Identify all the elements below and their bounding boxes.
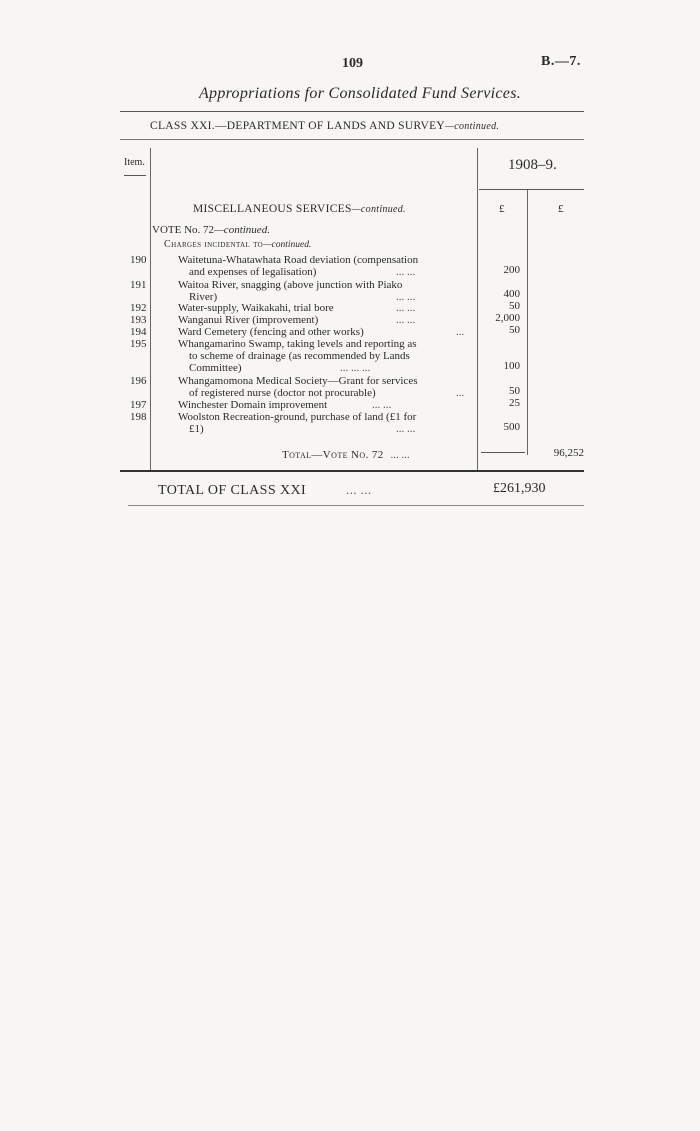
item-number: 196 (130, 375, 147, 387)
item-column-header: Item. (124, 157, 145, 168)
item-number: 190 (130, 254, 147, 266)
item-amount: 50 (509, 324, 520, 336)
charges-heading-continued: —continued. (263, 240, 312, 250)
item-number: 198 (130, 411, 147, 423)
rule-above-class-total (120, 470, 584, 472)
leader-dots: ... ... (396, 302, 416, 314)
item-amount: 50 (509, 385, 520, 397)
vote-heading (152, 224, 270, 236)
item-amount: 200 (503, 264, 520, 276)
leader-dots: ... ... (396, 266, 416, 278)
vote-total-amount: 96,252 (553, 447, 584, 459)
leader-dots: ... ... (396, 314, 416, 326)
class-total-amount: £261,930 (493, 481, 546, 496)
item-description-continued: to scheme of drainage (as recommended by Lands (189, 350, 410, 362)
item-amount: 500 (503, 421, 520, 433)
vote-heading-main: VOTE No. 72 (152, 224, 215, 236)
charges-heading (164, 239, 311, 250)
rule-bottom (128, 505, 584, 506)
item-amount: 2,000 (495, 312, 520, 324)
section-title-main: MISCELLANEOUS SERVICES (193, 203, 352, 215)
item-description: Woolston Recreation-ground, purchase of land (£1 for (178, 411, 417, 423)
section-title (193, 203, 406, 215)
leader-dots: ... ... (372, 399, 392, 411)
item-number: 194 (130, 326, 147, 338)
year-column-header: 1908–9. (508, 157, 557, 173)
document-code: B.—7. (541, 54, 581, 69)
item-description-continued: of registered nurse (doctor not procurable) (189, 387, 376, 399)
item-description-continued: £1) (189, 423, 204, 435)
item-number: 195 (130, 338, 147, 350)
leader-dots: ... (456, 387, 465, 399)
vote-total-label (282, 449, 410, 461)
item-number: 193 (130, 314, 147, 326)
item-description: Water-supply, Waikakahi, trial bore (178, 302, 334, 314)
item-description: Whangamarino Swamp, taking levels and reporting as (178, 338, 417, 350)
rule-under-year (479, 189, 584, 190)
item-number: 191 (130, 279, 147, 291)
item-amount: 25 (509, 397, 520, 409)
leader-dots: ... ... (345, 482, 372, 497)
leader-dots: ... ... ... (340, 362, 371, 374)
leader-dots: ... ... (390, 449, 410, 461)
item-amount: 50 (509, 300, 520, 312)
item-amount: 400 (503, 288, 520, 300)
page-number: 109 (342, 56, 363, 71)
leader-dots: ... ... (396, 423, 416, 435)
vote-heading-continued: —continued. (214, 224, 270, 236)
item-description: Ward Cemetery (fencing and other works) (178, 326, 364, 338)
leader-dots: ... ... (396, 291, 416, 303)
leader-dots: ... (456, 326, 465, 338)
item-description: Waitoa River, snagging (above junction with Piako (178, 279, 403, 291)
vote-total-text: Total—Vote No. 72 (282, 449, 384, 461)
class-total-label (158, 482, 372, 499)
item-description: Whangamomona Medical Society—Grant for services (178, 375, 418, 387)
rule-under-class (120, 139, 584, 140)
item-description-continued: and expenses of legalisation) (189, 266, 317, 278)
charges-heading-main: Charges incidental to (164, 239, 264, 250)
item-number: 197 (130, 399, 147, 411)
section-title-continued: —continued. (351, 204, 406, 215)
class-title-continued: —continued. (445, 121, 500, 132)
item-description: Wanganui River (improvement) (178, 314, 319, 326)
item-description-continued: River) (189, 291, 218, 303)
column-divider-pounds (527, 190, 528, 455)
page-heading: Appropriations for Consolidated Fund Services. (198, 85, 522, 102)
item-description: Winchester Domain improvement (178, 399, 328, 411)
column-divider-item (150, 148, 151, 470)
rule-under-item-header (124, 175, 146, 176)
rule-above-vote-total (481, 452, 525, 453)
currency-symbol-2: £ (558, 203, 564, 215)
item-description: Waitetuna-Whatawhata Road deviation (compensation (178, 254, 419, 266)
class-title-main: CLASS XXI.—DEPARTMENT OF LANDS AND SURVEY (150, 120, 446, 132)
currency-symbol-1: £ (499, 203, 505, 215)
class-title (150, 120, 499, 132)
item-amount: 100 (503, 360, 520, 372)
class-total-text: TOTAL OF CLASS XXI (158, 483, 307, 498)
rule-top (120, 111, 584, 112)
item-number: 192 (130, 302, 147, 314)
item-description-continued: Committee) (189, 362, 242, 374)
